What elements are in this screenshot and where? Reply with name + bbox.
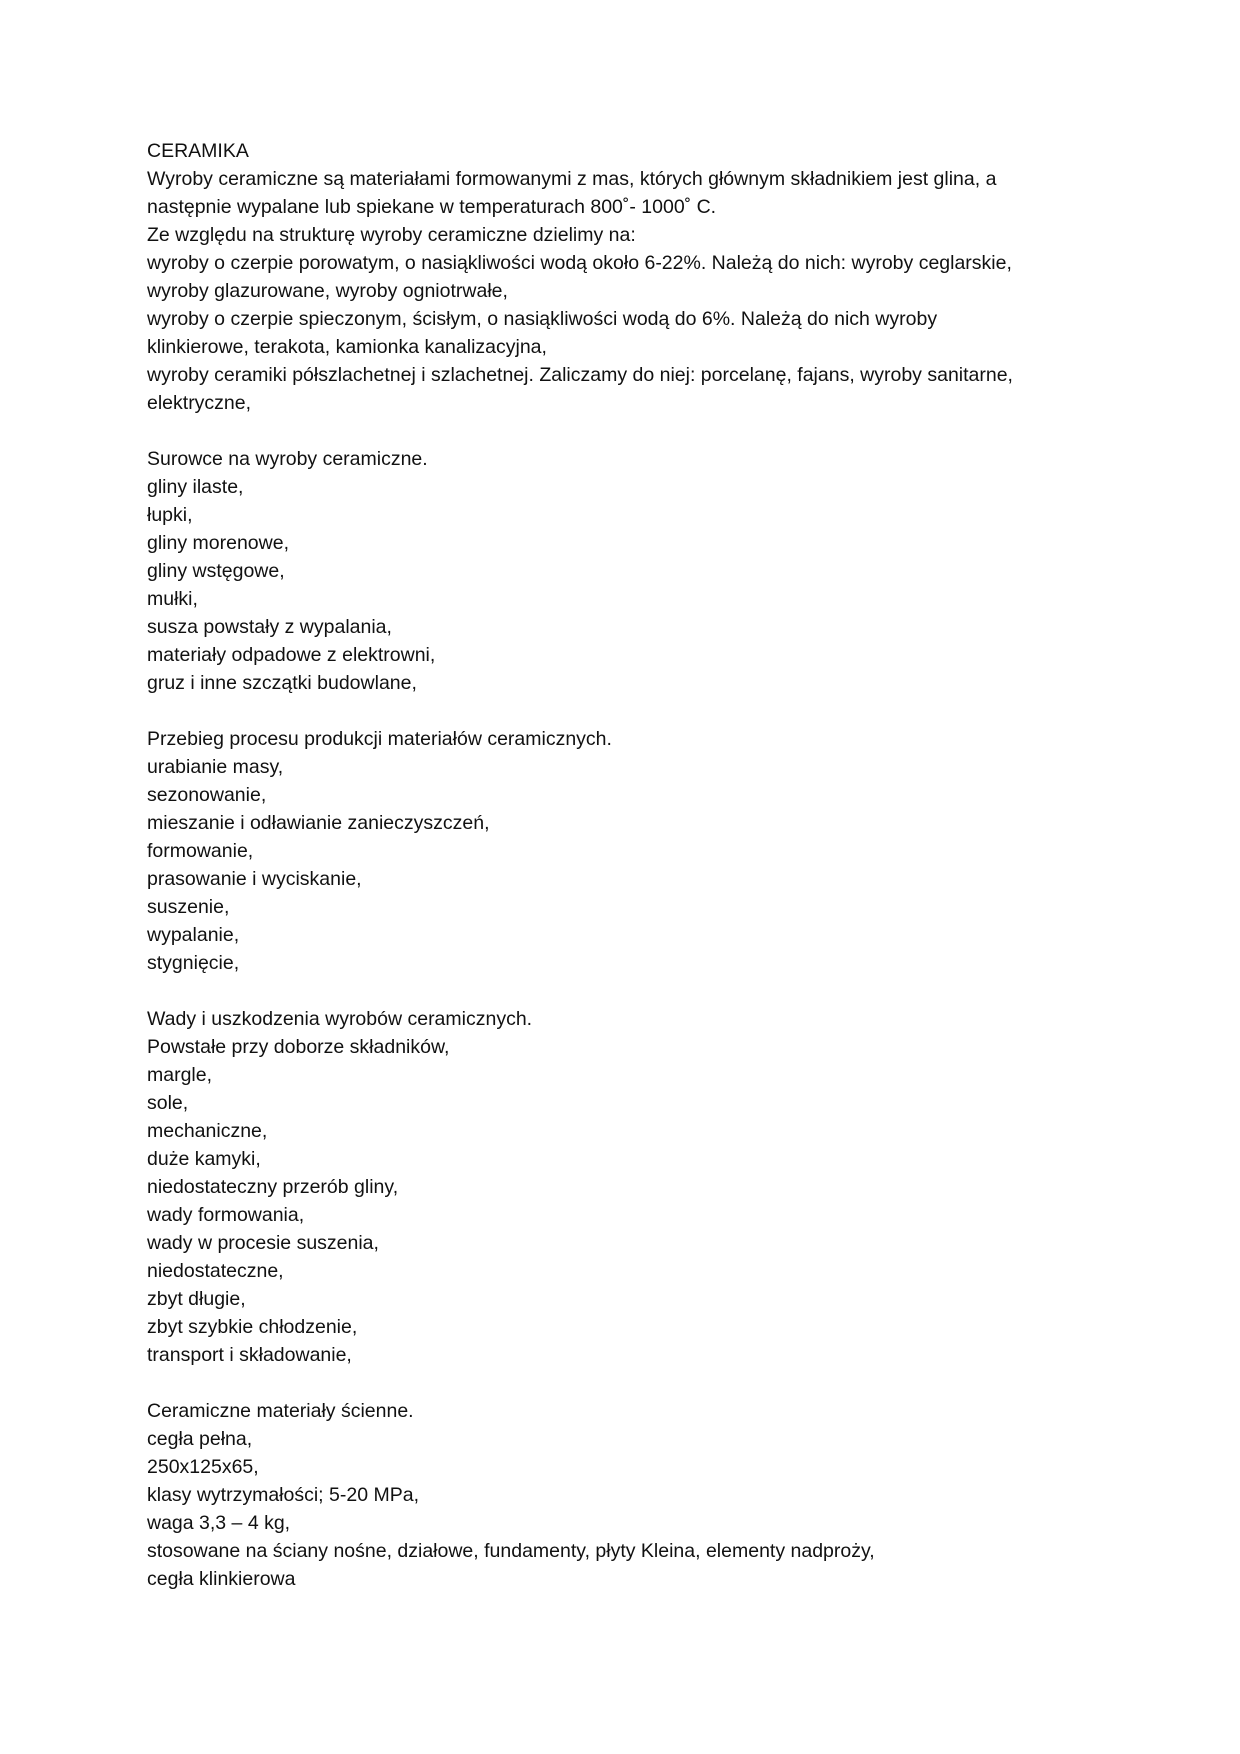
section-heading: Surowce na wyroby ceramiczne. [147, 448, 428, 470]
section-raw-materials [147, 445, 1127, 697]
section-wall-materials [147, 1397, 1127, 1593]
list-item: Powstałe przy doborze składników, [147, 1036, 450, 1058]
list-item: transport i składowanie, [147, 1344, 352, 1366]
list-item: prasowanie i wyciskanie, [147, 868, 362, 890]
list-item: wady formowania, [147, 1204, 305, 1226]
list-item: formowanie, [147, 840, 254, 862]
paragraph-gap [147, 697, 1127, 725]
text-line: elektryczne, [147, 392, 252, 414]
list-item: niedostateczny przerób gliny, [147, 1176, 399, 1198]
list-item: gliny wstęgowe, [147, 560, 285, 582]
list-item: susza powstały z wypalania, [147, 616, 392, 638]
list-item: cegła klinkierowa [147, 1568, 296, 1590]
list-item: mechaniczne, [147, 1120, 268, 1142]
text-line: Ze względu na strukturę wyroby ceramiczne dzielimy na: [147, 224, 636, 246]
list-item: gliny ilaste, [147, 476, 244, 498]
list-item: sezonowanie, [147, 784, 267, 806]
section-heading: Przebieg procesu produkcji materiałów ceramicznych. [147, 728, 612, 750]
list-item: mieszanie i odławianie zanieczyszczeń, [147, 812, 490, 834]
section-process [147, 725, 1127, 977]
list-item: margle, [147, 1064, 213, 1086]
intro-block [147, 165, 1127, 417]
list-item: wady w procesie suszenia, [147, 1232, 379, 1254]
list-item: zbyt szybkie chłodzenie, [147, 1316, 358, 1338]
list-item: waga 3,3 – 4 kg, [147, 1512, 291, 1534]
paragraph-gap [147, 977, 1127, 1005]
list-item: urabianie masy, [147, 756, 284, 778]
list-item: duże kamyki, [147, 1148, 261, 1170]
section-heading: Ceramiczne materiały ścienne. [147, 1400, 414, 1422]
list-item: gliny morenowe, [147, 532, 289, 554]
document-page [147, 137, 1127, 1593]
list-item: wypalanie, [147, 924, 240, 946]
list-item: stygnięcie, [147, 952, 240, 974]
list-item: cegła pełna, [147, 1428, 253, 1450]
text-line: wyroby o czerpie porowatym, o nasiąkliwości wodą około 6-22%. Należą do nich: wyroby ceglarskie, [147, 252, 1012, 274]
paragraph-gap [147, 1369, 1127, 1397]
text-line: wyroby ceramiki półszlachetnej i szlachetnej. Zaliczamy do niej: porcelanę, fajans, wyroby sanitarne, [147, 364, 1013, 386]
list-item: gruz i inne szczątki budowlane, [147, 672, 417, 694]
list-item: materiały odpadowe z elektrowni, [147, 644, 436, 666]
list-item: niedostateczne, [147, 1260, 284, 1282]
paragraph-gap [147, 417, 1127, 445]
list-item: suszenie, [147, 896, 230, 918]
list-item: zbyt długie, [147, 1288, 246, 1310]
text-line: Wyroby ceramiczne są materiałami formowanymi z mas, których głównym składnikiem jest glina, a [147, 168, 997, 190]
text-line: klinkierowe, terakota, kamionka kanalizacyjna, [147, 336, 547, 358]
list-item: łupki, [147, 504, 193, 526]
list-item: mułki, [147, 588, 198, 610]
text-line: wyroby glazurowane, wyroby ogniotrwałe, [147, 280, 508, 302]
text-line: wyroby o czerpie spieczonym, ścisłym, o nasiąkliwości wodą do 6%. Należą do nich wyroby [147, 308, 938, 330]
list-item: sole, [147, 1092, 189, 1114]
list-item: stosowane na ściany nośne, działowe, fundamenty, płyty Kleina, elementy nadproży, [147, 1540, 875, 1562]
section-heading: Wady i uszkodzenia wyrobów ceramicznych. [147, 1008, 533, 1030]
list-item: klasy wytrzymałości; 5-20 MPa, [147, 1484, 419, 1506]
section-defects [147, 1005, 1127, 1369]
text-line: następnie wypalane lub spiekane w temperaturach 800˚- 1000˚ C. [147, 196, 717, 218]
list-item: 250x125x65, [147, 1456, 259, 1478]
document-title: CERAMIKA [147, 140, 249, 162]
